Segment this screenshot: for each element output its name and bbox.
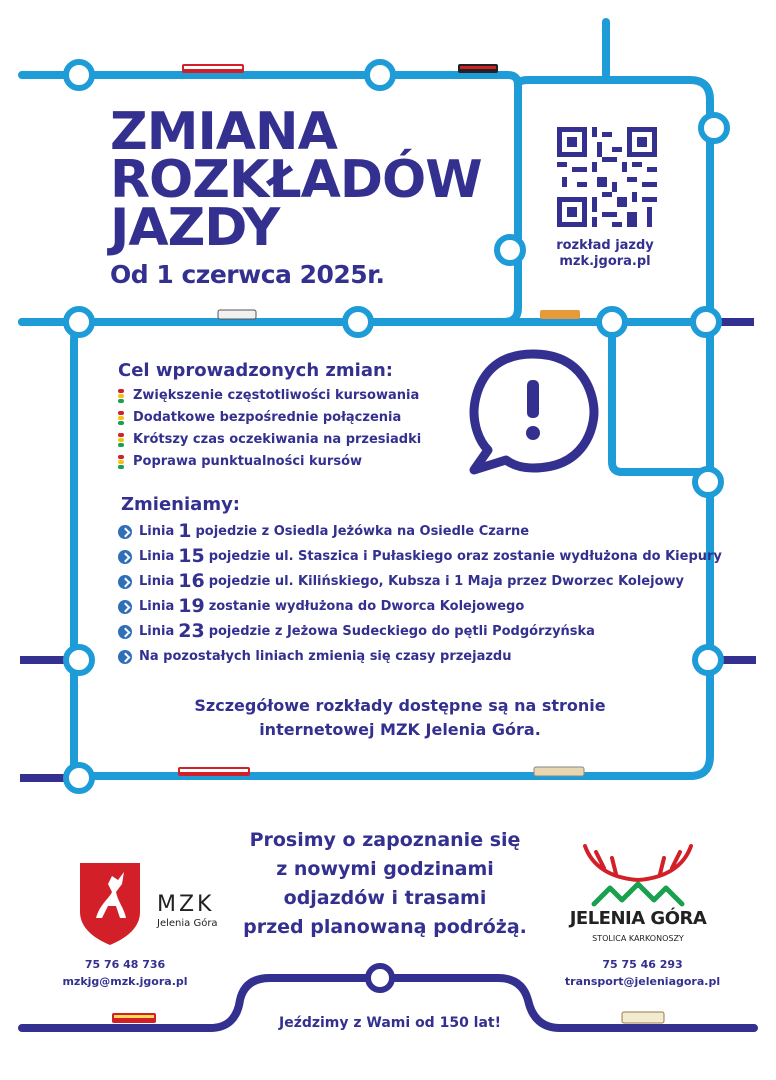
goals-heading: Cel wprowadzonych zmian:: [118, 360, 393, 381]
mzk-phone[interactable]: 75 76 48 736: [84, 958, 166, 971]
goals-section: [118, 360, 421, 473]
line-prefix: Linia: [139, 574, 175, 589]
jelenia-gora-name: JELENIA GÓRA: [569, 908, 707, 929]
mzk-city: Jelenia Góra: [157, 918, 218, 929]
turn-arrow-icon: [118, 575, 132, 589]
mzk-contact: [40, 956, 210, 990]
list-item: [118, 569, 722, 594]
page-title-line: ZMIANA: [110, 102, 337, 162]
notice-line: przed planowaną podróżą.: [243, 916, 527, 938]
line-number: 1: [178, 520, 192, 542]
qr-code-icon: [557, 127, 657, 227]
change-text: Na pozostałych liniach zmienią się czasy przejazdu: [139, 649, 512, 664]
qr-caption-link[interactable]: mzk.jgora.pl: [559, 254, 651, 269]
motto: Jeździmy z Wami od 150 lat!: [278, 1015, 502, 1031]
list-item: [118, 451, 421, 473]
list-item: [118, 519, 722, 544]
change-text: pojedzie ul. Staszica i Pułaskiego oraz zostanie wydłużona do Kiepury: [208, 549, 722, 564]
traffic-light-icon: [118, 411, 124, 425]
qr-caption: [545, 238, 665, 270]
line-prefix: Linia: [139, 624, 175, 639]
line-prefix: Linia: [139, 599, 175, 614]
goal-text: Zwiększenie częstotliwości kursowania: [133, 388, 420, 403]
details-line: Szczegółowe rozkłady dostępne są na stronie: [194, 696, 606, 715]
details-line: internetowej MZK Jelenia Góra.: [259, 720, 541, 739]
turn-arrow-icon: [118, 525, 132, 539]
line-number: 19: [178, 595, 205, 617]
turn-arrow-icon: [118, 650, 132, 664]
line-number: 23: [178, 620, 205, 642]
jelenia-gora-contact: [560, 956, 725, 990]
list-item: [118, 619, 722, 644]
page-subtitle: Od 1 czerwca 2025r.: [110, 260, 385, 289]
jelenia-gora-logo-icon: [585, 846, 691, 904]
list-item: [118, 407, 421, 429]
turn-arrow-icon: [118, 600, 132, 614]
change-text: pojedzie z Osiedla Jeżówka na Osiedle Czarne: [195, 524, 530, 539]
goal-text: Dodatkowe bezpośrednie połączenia: [133, 410, 402, 425]
list-item: [118, 385, 421, 407]
jelenia-gora-tagline: STOLICA KARKONOSZY: [592, 934, 684, 943]
line-number: 16: [178, 570, 205, 592]
jelenia-gora-email[interactable]: transport@jeleniagora.pl: [564, 975, 721, 988]
changes-section: [118, 494, 722, 669]
traffic-light-icon: [118, 433, 124, 447]
list-item: [118, 594, 722, 619]
details-text: [150, 694, 650, 742]
line-prefix: Linia: [139, 524, 175, 539]
qr-caption-line: rozkład jazdy: [556, 238, 654, 253]
mzk-logo-icon: [80, 863, 140, 945]
goal-text: Poprawa punktualności kursów: [133, 454, 363, 469]
change-text: pojedzie ul. Kilińskiego, Kubsza i 1 Maja przez Dworzec Kolejowy: [208, 574, 684, 589]
list-item: [118, 644, 722, 669]
turn-arrow-icon: [118, 625, 132, 639]
title-block: [110, 102, 482, 289]
change-text: zostanie wydłużona do Dworca Kolejowego: [208, 599, 525, 614]
goal-text: Krótszy czas oczekiwania na przesiadki: [133, 432, 422, 447]
list-item: [118, 544, 722, 569]
notice-text: [215, 826, 555, 942]
mzk-logo-text: [157, 892, 218, 929]
jelenia-gora-phone[interactable]: 75 75 46 293: [602, 958, 683, 971]
change-text: pojedzie z Jeżowa Sudeckiego do pętli Podgórzyńska: [208, 624, 595, 639]
line-number: 15: [178, 545, 205, 567]
notice-line: Prosimy o zapoznanie się: [249, 829, 521, 851]
mzk-email[interactable]: mzkjg@mzk.jgora.pl: [62, 975, 188, 988]
page-title-line: JAZDY: [110, 198, 280, 258]
turn-arrow-icon: [118, 550, 132, 564]
page-title-line: ROZKŁADÓW: [110, 150, 482, 210]
notice-line: z nowymi godzinami: [276, 858, 494, 880]
mzk-name: MZK: [157, 892, 215, 917]
notice-line: odjazdów i trasami: [283, 887, 487, 909]
list-item: [118, 429, 421, 451]
traffic-light-icon: [118, 455, 124, 469]
exclamation-bubble-icon: [474, 354, 594, 470]
changes-heading: Zmieniamy:: [121, 494, 241, 515]
line-prefix: Linia: [139, 549, 175, 564]
traffic-light-icon: [118, 389, 124, 403]
